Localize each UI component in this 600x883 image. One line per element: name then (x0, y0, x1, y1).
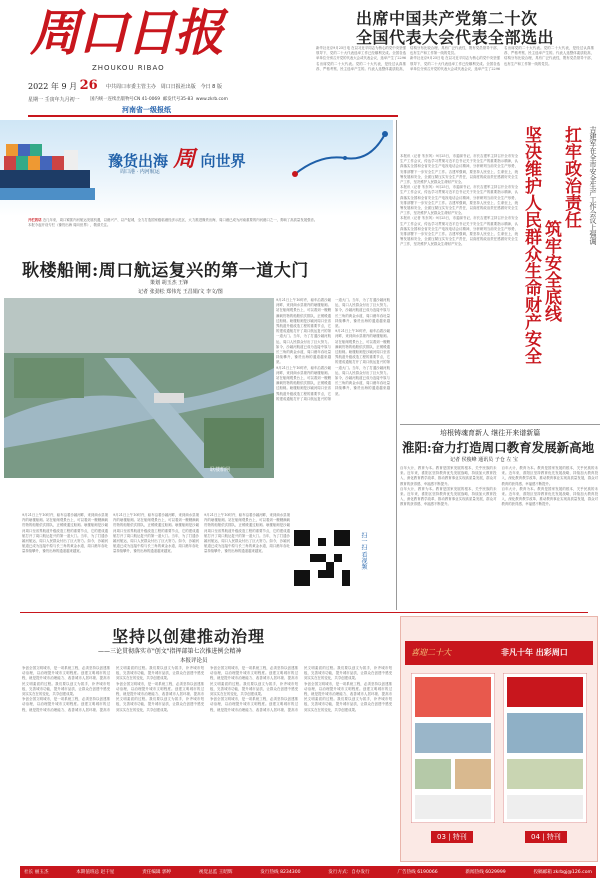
website[interactable]: www.zkrb.com (195, 97, 228, 102)
publisher-2: 周口日报社出版 (160, 84, 196, 90)
footer-item: 本期值班总 赵干星 (76, 870, 115, 875)
promo-page-thumb-1 (411, 673, 495, 823)
vertical-heading-3: 坚决维护人民群众生命财产安全 (521, 126, 541, 364)
commentary-text: 争创全国文明城市，是一项系统工程，必须坚持以创建推动治理，以治理提升城市文明程度。创建文明城市的过程，就是提升城市治理能力、改善城市人居环境、提高市民文明素质的过程。我们要以创文为抓手，补齐城市短板，完善城市功能，提升城市品质，让群众在创建中感受到实实在在的变化，共享创建成果。 (210, 666, 392, 712)
right-lead-body (400, 154, 518, 420)
lead-headline: 耿楼船闸:周口航运复兴的第一道大门 (22, 261, 309, 281)
banner-caption-label: 开栏的话 (28, 218, 42, 222)
top-news-text: 新华社北京9月25日电 在以习近平同志为核心的党中央坚强领导下，党的二十大代表选举工作已经顺利完成。全国各选举单位分别召开党的代表大会或代表会议，选举产生了2296名出席党的二十大代表。党的二十大代表，是经过认真推荐、严格考察、民主选举产生的。代表人选整体素质较高，结构分布比较合理，具有广泛代表性，既有党员领导干部，也有生产和工作第一线的党员。 (410, 46, 594, 71)
education-text: 百年大计，教育为本。教育是国家发展的根本，关乎民族的未来。近年来，淮阳区坚持教育优先发展战略，持续加大教育投入，深化教育教学改革，推动教育事业实现高质量发展，群众对教育的获得感、幸福感不断提升。 (400, 466, 497, 486)
top-headline-2: 全国代表大会代表全部选出 (356, 28, 555, 47)
footer-item: 新闻热线 6029999 (465, 870, 506, 875)
commentary-text: 争创全国文明城市，是一项系统工程，必须坚持以创建推动治理，以治理提升城市文明程度。创建文明城市的过程，就是提升城市治理能力、改善城市人居环境、提高市民文明素质的过程。我们要以创文为抓手，补齐城市短板，完善城市功能，提升城市品质，让群众在创建中感受到实实在在的变化，共享创建成果。 (22, 666, 110, 697)
top-headline-1: 出席中国共产党第二十次 (356, 9, 538, 28)
promo-page-thumb-2 (503, 673, 587, 823)
education-text: 百年大计，教育为本。教育是国家发展的根本，关乎民族的未来。近年来，淮阳区坚持教育优先发展战略，持续加大教育投入，深化教育教学改革，推动教育事业实现高质量发展，群众对教育的获得感、幸福感不断提升。 (501, 466, 598, 486)
lead-text: 9月21日上午10时许，驱车沿着沙颍河畔，来到商水县境内的耿楼船闸。站在船闸观景台上，可以看到一艘艘满载货物的船舶依次排队，正缓缓通过船闸。耿楼船闸是沙颍河周口至省界航道升级改造工程的重要节点，它的建成通航打开了周口航运复兴的第一道大门。当年，为了打通沙颍河航运，周口人民群众付出了巨大努力。如今，沙颍河航道已成为连接中原与长三角的黄金水道，周口港年吞吐量持续攀升，豫货出海的通道越来越宽。 (276, 298, 390, 401)
right-lead-text: 本报讯（记者 朱东风）9月25日，市委副书记、市长吉建军主持召开全市安全生产工作会议，传达学习贯彻习近平总书记关于安全生产的重要指示精神，认真落实全国和全省安全生产电视电话会议精神，分析研判当前安全生产形势，安排部署下一步安全生产工作。吉建军强调，要坚持人民至上、生命至上，统筹发展和安全，全面压紧压实安全生产责任，以高度的政治责任感做好安全生产工作，坚决维护人民群众生命财产安全。 (400, 185, 518, 216)
top-news (316, 0, 600, 118)
cn-number: 国内统一连续出版物号CN 41-0069 (90, 97, 160, 102)
banner-title-right: 向世界 (200, 152, 246, 170)
commentary-text: 争创全国文明城市，是一项系统工程，必须坚持以创建推动治理，以治理提升城市文明程度。创建文明城市的过程，就是提升城市治理能力、改善城市人居环境、提高市民文明素质的过程。我们要以创文为抓手，补齐城市短板，完善城市功能，提升城市品质，让群众在创建中感受到实实在在的变化，共享创建成果。 (116, 681, 204, 712)
commentary-rule (20, 612, 588, 613)
education-byline: 记者 侯俊峰 通讯员 子仓 左 宝 (450, 457, 518, 463)
banner-title-left: 豫货出海 (108, 152, 169, 170)
lead-byline-1: 策划 胡玉杰 王锋 (150, 280, 189, 286)
promo-right-title: 非凡十年 出彩周口 (501, 647, 568, 657)
lead-article (0, 248, 394, 513)
commentary-text: 争创全国文明城市，是一项系统工程，必须坚持以创建推动治理，以治理提升城市文明程度。创建文明城市的过程，就是提升城市治理能力、改善城市人居环境、提高市民文明素质的过程。我们要以创文为抓手，补齐城市短板，完善城市功能，提升城市品质，让群众在创建中感受到实实在在的变化，共享创建成果。 (304, 681, 392, 712)
lead-aerial-photo (4, 298, 274, 478)
lead-text: 9月21日上午10时许，驱车沿着沙颍河畔，来到商水县境内的耿楼船闸。站在船闸观景台上，可以看到一艘艘满载货物的船舶依次排队，正缓缓通过船闸。耿楼船闸是沙颍河周口至省界航道升级改造工程的重要节点，它的建成通航打开了周口航运复兴的第一道大门。当年，为了打通沙颍河航运，周口人民群众付出了巨大努力。如今，沙颍河航道已成为连接中原与长三角的黄金水道，周口港年吞吐量持续攀升，豫货出海的通道越来越宽。 (113, 513, 199, 554)
masthead-pinyin: ZHOUKOU RIBAO (92, 64, 165, 72)
column-divider (396, 120, 397, 610)
weekday-line: 星期一 壬寅年九月初一 (28, 97, 80, 103)
banner-title-mid: 周 (173, 146, 196, 172)
promo-page-label-1: 03 | 特刊 (431, 831, 473, 843)
banner (0, 120, 393, 216)
commentary-text: 争创全国文明城市，是一项系统工程，必须坚持以创建推动治理，以治理提升城市文明程度。创建文明城市的过程，就是提升城市治理能力、改善城市人居环境、提高市民文明素质的过程。我们要以创文为抓手，补齐城市短板，完善城市功能，提升城市品质，让群众在创建中感受到实实在在的变化，共享创建成果。 (22, 666, 204, 712)
footer-item: 发行方式：自办发行 (328, 870, 370, 875)
date-line (28, 78, 98, 93)
footer-item: 社长 丽玉杰 (24, 870, 49, 875)
commentary-text: 争创全国文明城市，是一项系统工程，必须坚持以创建推动治理，以治理提升城市文明程度。创建文明城市的过程，就是提升城市治理能力、改善城市人居环境、提高市民文明素质的过程。我们要以创文为抓手，补齐城市短板，完善城市功能，提升城市品质，让群众在创建中感受到实实在在的变化，共享创建成果。 (210, 666, 298, 697)
masthead-title: 周口日报 (30, 3, 222, 62)
lead-photo-label: 耿楼船闸 (210, 467, 231, 473)
vertical-heading-1: 扛牢政治责任 (561, 126, 581, 228)
footer-bar (20, 866, 596, 878)
education-rule (400, 424, 600, 425)
qr-code[interactable] (294, 530, 350, 586)
promo-left-text: 喜迎二十大 (411, 648, 451, 657)
banner-note: 本报今起开设专栏《豫货出海 周向世界》，敬请关注。 (28, 223, 111, 228)
promo-page-label-2: 04 | 特刊 (525, 831, 567, 843)
vertical-kicker: 吉建军在全市安全生产工作会议上强调 (589, 126, 597, 245)
commentary-subheadline: ——三论贯彻落实市"创文"指挥部第七次推进例会精神 (98, 648, 242, 655)
lead-text: 9月21日上午10时许，驱车沿着沙颍河畔，来到商水县境内的耿楼船闸。站在船闸观景台上，可以看到一艘艘满载货物的船舶依次排队，正缓缓通过船闸。耿楼船闸是沙颍河周口至省界航道升级改造工程的重要节点，它的建成通航打开了周口航运复兴的第一道大门。当年，为了打通沙颍河航运，周口人民群众付出了巨大努力。如今，沙颍河航道已成为连接中原与长三角的黄金水道，周口港年吞吐量持续攀升，豫货出海的通道越来越宽。 (335, 329, 390, 396)
education-body (400, 466, 598, 606)
date-day: 26 (79, 78, 98, 93)
footer-item: 发行热线 8234300 (260, 870, 301, 875)
education-kicker: 培根铸魂育新人 继往开来谱新篇 (440, 429, 541, 437)
vertical-heading-2: 筑牢安全底线 (541, 220, 561, 322)
footer-item: 视觉总监 王昭辉 (198, 870, 233, 875)
level-badge: 河南省一级报纸 (122, 106, 171, 114)
education-text: 百年大计，教育为本。教育是国家发展的根本，关乎民族的未来。近年来，淮阳区坚持教育优先发展战略，持续加大教育投入，深化教育教学改革，推动教育事业实现高质量发展，群众对教育的获得感、幸福感不断提升。 (501, 486, 598, 507)
education-text: 百年大计，教育为本。教育是国家发展的根本，关乎民族的未来。近年来，淮阳区坚持教育优先发展战略，持续加大教育投入，深化教育教学改革，推动教育事业实现高质量发展，群众对教育的获得感、幸福感不断提升。 (400, 486, 497, 507)
banner-subtitle: 周口港 · 内河航运 (120, 169, 160, 175)
publisher-line (106, 83, 222, 90)
education-headline: 淮阳:奋力打造周口教育发展新高地 (402, 440, 595, 455)
date-prefix: 2022 年 9 月 (28, 82, 78, 91)
banner-caption (28, 218, 394, 248)
footer-item: 广告热线 6190066 (397, 870, 438, 875)
lead-text: 9月21日上午10时许，驱车沿着沙颍河畔，来到商水县境内的耿楼船闸。站在船闸观景台上，可以看到一艘艘满载货物的船舶依次排队，正缓缓通过船闸。耿楼船闸是沙颍河周口至省界航道升级改造工程的重要节点，它的建成通航打开了周口航运复兴的第一道大门。当年，为了打通沙颍河航运，周口人民群众付出了巨大努力。如今，沙颍河航道已成为连接中原与长三角的黄金水道，周口港年吞吐量持续攀升，豫货出海的通道越来越宽。 (22, 513, 108, 554)
banner-caption-body: 近几年来，周口紧抓内河航运发展机遇，以港兴产、以产促城，全力打造国家级临港经济示范区，大力推进豫货出海，周口港已成为河南重要的内河港口之一，奏响了高质量发展强音。 (42, 218, 318, 222)
right-lead-text: 本报讯（记者 朱东风）9月25日，市委副书记、市长吉建军主持召开全市安全生产工作会议，传达学习贯彻习近平总书记关于安全生产的重要指示精神，认真落实全国和全省安全生产电视电话会议精神，分析研判当前安全生产形势，安排部署下一步安全生产工作。吉建军强调，要坚持人民至上、生命至上，统筹发展和安全，全面压紧压实安全生产责任，以高度的政治责任感做好安全生产工作，坚决维护人民群众生命财产安全。 (400, 216, 518, 247)
education-article (400, 424, 600, 608)
top-news-body (316, 46, 594, 114)
route-map-illustration (290, 124, 390, 186)
promo-box[interactable] (400, 616, 598, 862)
lead-right-column (276, 298, 390, 478)
footer-item: 责任编辑 郭婷 (142, 870, 172, 875)
promo-header (405, 641, 593, 665)
right-lead-text: 本报讯（记者 朱东风）9月25日，市委副书记、市长吉建军主持召开全市安全生产工作会议，传达学习贯彻习近平总书记关于安全生产的重要指示精神，认真落实全国和全省安全生产电视电话会议精神，分析研判当前安全生产形势，安排部署下一步安全生产工作。吉建军强调，要坚持人民至上、生命至上，统筹发展和安全，全面压紧压实安全生产责任，以高度的政治责任感做好安全生产工作，坚决维护人民群众生命财产安全。 (400, 154, 518, 185)
commentary-byline: 本报评论员 (180, 658, 208, 664)
right-lead (400, 120, 600, 422)
postal-code: 邮发代号35-83 (162, 97, 194, 102)
lead-text: 9月21日上午10时许，驱车沿着沙颍河畔，来到商水县境内的耿楼船闸。站在船闸观景台上，可以看到一艘艘满载货物的船舶依次排队，正缓缓通过船闸。耿楼船闸是沙颍河周口至省界航道升级改造工程的重要节点，它的建成通航打开了周口航运复兴的第一道大门。当年，为了打通沙颍河航运，周口人民群众付出了巨大努力。如今，沙颍河航道已成为连接中原与长三角的黄金水道，周口港年吞吐量持续攀升，豫货出海的通道越来越宽。 (204, 513, 290, 554)
footer-item[interactable]: 投稿邮箱 zkrbgj@126.com (533, 870, 592, 875)
commentary-body (22, 666, 392, 862)
commentary-headline: 坚持以创建推动治理 (112, 627, 266, 646)
pages-count: 今日 8 版 (200, 84, 222, 90)
top-news-text: 新华社北京9月25日电 在以习近平同志为核心的党中央坚强领导下，党的二十大代表选举工作已经顺利完成。全国各选举单位分别召开党的代表大会或代表会议，选举产生了2296名出席党的二十大代表。党的二十大代表，是经过认真推荐、严格考察、民主选举产生的。代表人选整体素质较高，结构分布比较合理，具有广泛代表性，既有党员领导干部，也有生产和工作第一线的党员。 (316, 46, 500, 71)
cargo-ship-illustration (0, 130, 95, 200)
registration-line (90, 96, 228, 102)
lead-text: 9月21日上午10时许，驱车沿着沙颍河畔，来到商水县境内的耿楼船闸。站在船闸观景台上，可以看到一艘艘满载货物的船舶依次排队，正缓缓通过船闸。耿楼船闸是沙颍河周口至省界航道升级改造工程的重要节点，它的建成通航打开了周口航运复兴的第一道大门。当年，为了打通沙颍河航运，周口人民群众付出了巨大努力。如今，沙颍河航道已成为连接中原与长三角的黄金水道，周口港年吞吐量持续攀升，豫货出海的通道越来越宽。 (276, 298, 331, 365)
qr-caption: 扫一扫 看视频 (360, 532, 367, 570)
commentary (0, 614, 396, 864)
publisher-1: 中共周口市委主管主办 (106, 84, 157, 90)
lead-body (22, 513, 290, 607)
lead-byline-2: 记者 张劲松 郑伟光 王昌娟/文 李文/图 (138, 289, 223, 295)
